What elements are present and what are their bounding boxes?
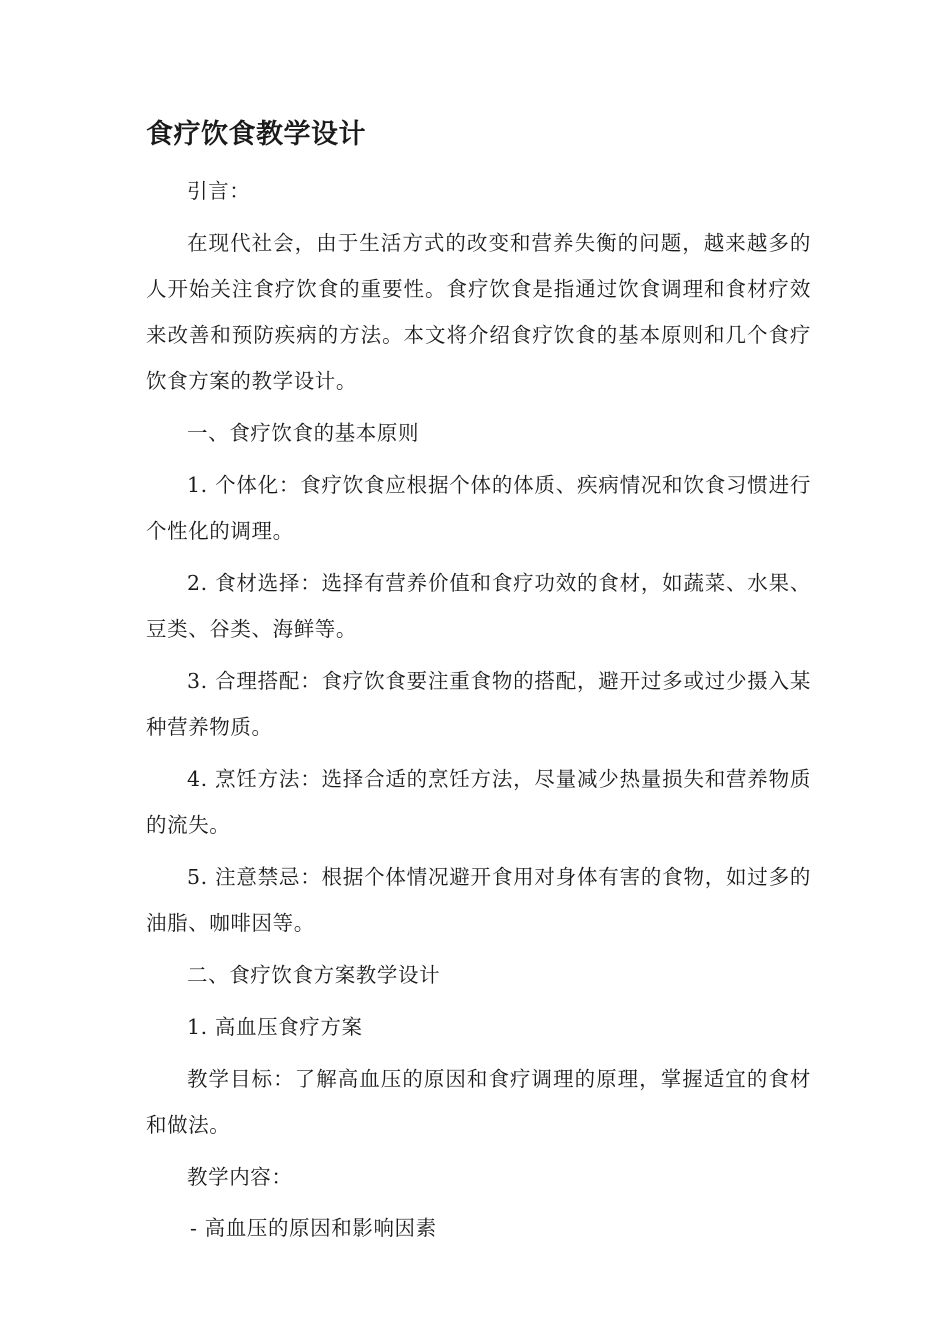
principle-individualization: 1. 个体化：食疗饮食应根据个体的体质、疾病情况和饮食习惯进行个性化的调理。 [146, 473, 811, 543]
plan-hypertension-heading: 1. 高血压食疗方案 [187, 1015, 363, 1039]
teaching-goal: 教学目标：了解高血压的原因和食疗调理的原理，掌握适宜的食材和做法。 [146, 1067, 811, 1137]
document-title: 食疗饮食教学设计 [146, 119, 366, 150]
principle-combination: 3. 合理搭配：食疗饮食要注重食物的搭配，避开过多或过少摄入某种营养物质。 [146, 669, 811, 739]
principle-ingredient-selection: 2. 食材选择：选择有营养价值和食疗功效的食材，如蔬菜、水果、豆类、谷类、海鲜等。 [146, 571, 811, 641]
document-page [146, 112, 811, 1251]
principle-taboos: 5. 注意禁忌：根据个体情况避开食用对身体有害的食物，如过多的油脂、咖啡因等。 [146, 865, 811, 935]
section-heading-plans: 二、食疗饮食方案教学设计 [187, 963, 441, 987]
teaching-content-label: 教学内容： [187, 1165, 293, 1189]
intro-paragraph: 在现代社会，由于生活方式的改变和营养失衡的问题，越来越多的人开始关注食疗饮食的重要性。食疗饮食是指通过饮食调理和食材疗效来改善和预防疾病的方法。本文将介绍食疗饮食的基本原则和几个食疗饮食方案的教学设计。 [146, 231, 811, 393]
section-heading-principles: 一、食疗饮食的基本原则 [187, 421, 420, 445]
intro-label: 引言： [187, 179, 251, 203]
principle-cooking-method: 4. 烹饪方法：选择合适的烹饪方法，尽量减少热量损失和营养物质的流失。 [146, 767, 811, 837]
list-item: - 高血压的原因和影响因素 [190, 1216, 437, 1240]
